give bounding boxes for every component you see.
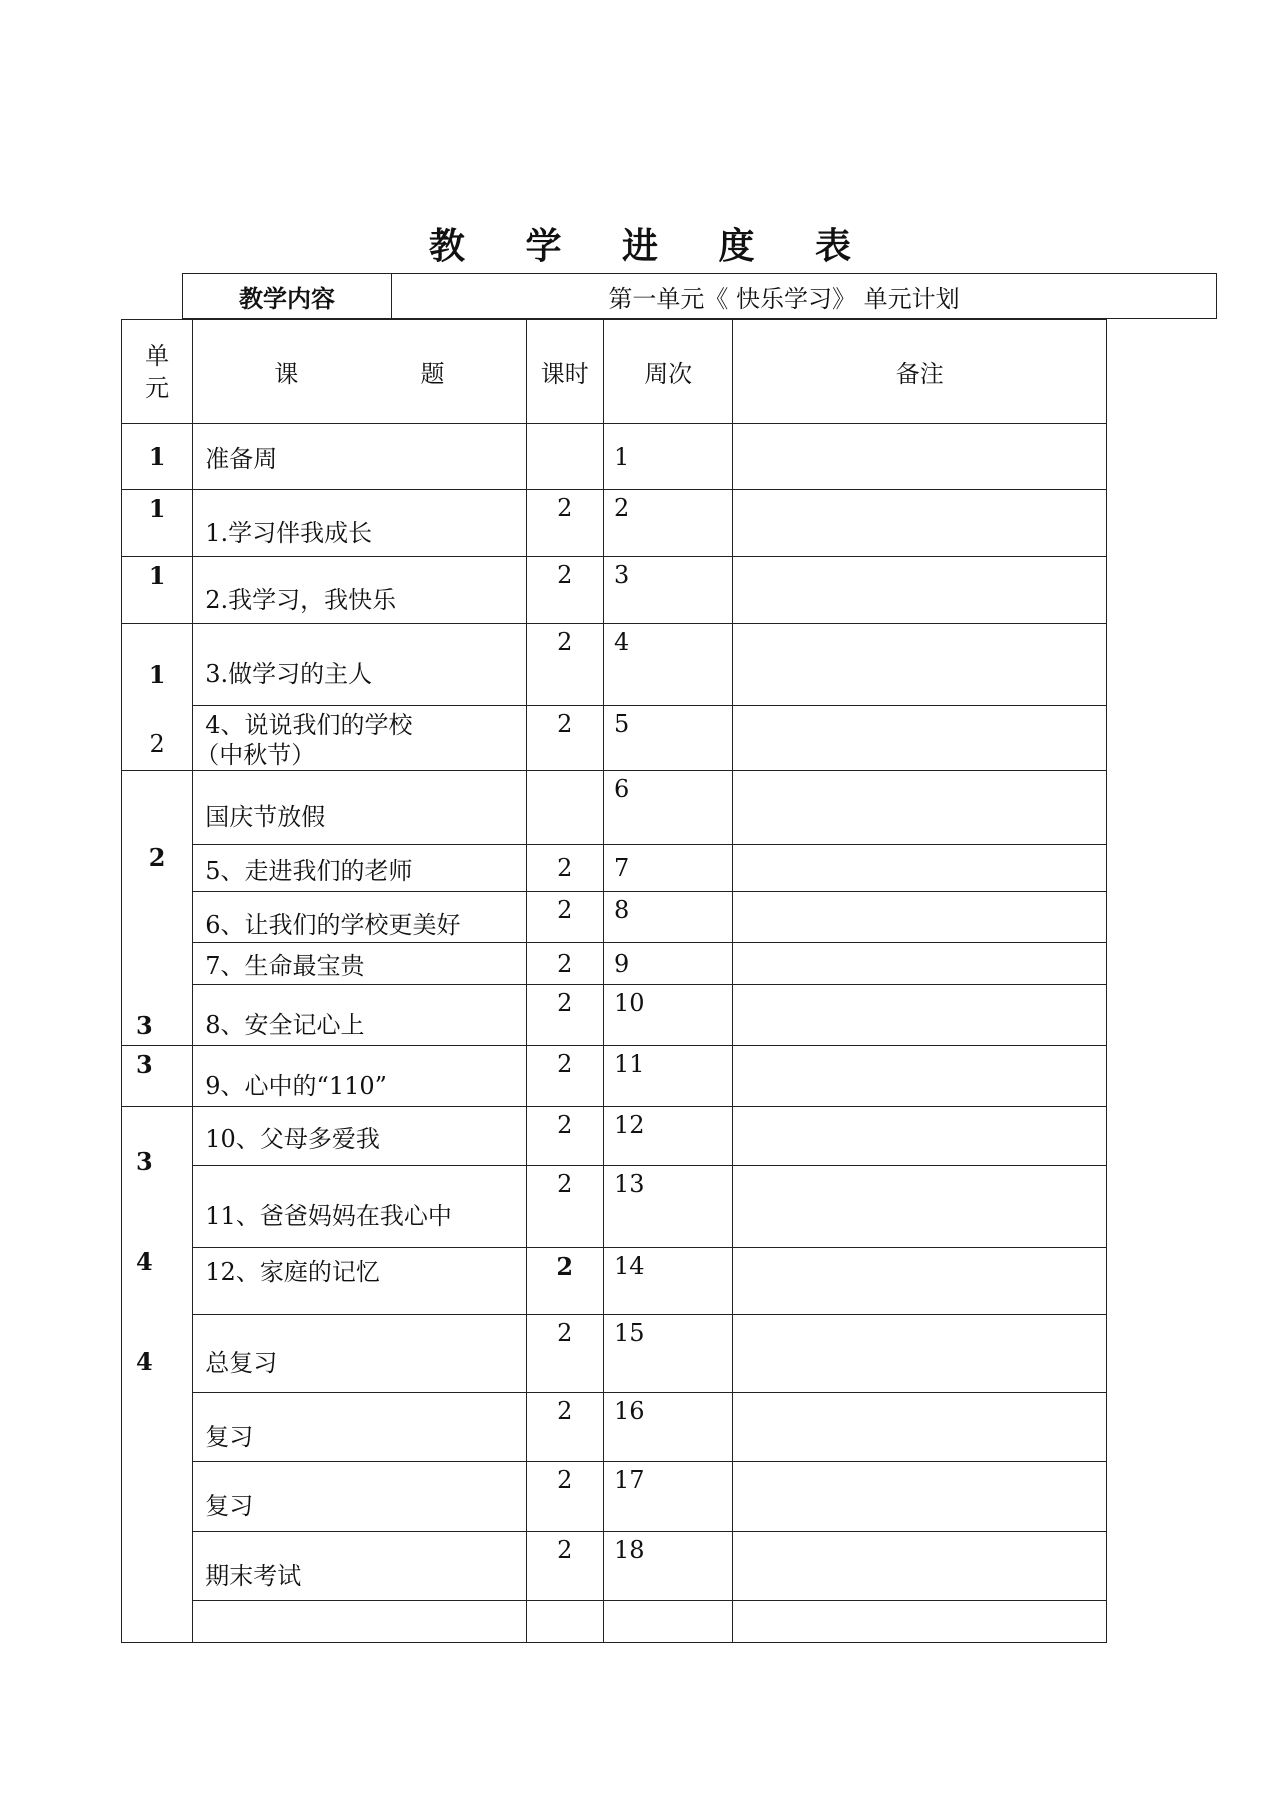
hours-cell <box>526 771 603 845</box>
table-row <box>122 1315 1107 1393</box>
topic-cell: 国庆节放假 <box>193 771 526 845</box>
table-row <box>122 771 1107 845</box>
week-cell: 6 <box>603 771 733 845</box>
week-cell: 18 <box>603 1532 733 1601</box>
topic-cell: 1.学习伴我成长 <box>193 490 526 557</box>
hours-cell <box>526 1601 603 1643</box>
notes-cell <box>733 1393 1107 1462</box>
table-row <box>122 490 1107 557</box>
col-topic-header: 课 题 <box>193 320 526 424</box>
unit-label: 2 <box>149 730 165 758</box>
unit-cell: 1 <box>122 490 193 557</box>
hours-cell: 2 <box>526 1393 603 1462</box>
notes-cell <box>733 985 1107 1046</box>
week-cell: 16 <box>603 1393 733 1462</box>
unit-label: 4 <box>136 1247 153 1276</box>
week-cell: 5 <box>603 706 733 771</box>
notes-cell <box>733 1166 1107 1248</box>
notes-cell <box>733 1046 1107 1107</box>
week-cell <box>603 1601 733 1643</box>
table-row <box>122 845 1107 892</box>
table-row <box>122 1046 1107 1107</box>
hours-cell: 2 <box>526 1046 603 1107</box>
notes-cell <box>733 1532 1107 1601</box>
week-cell: 4 <box>603 624 733 706</box>
header-value: 第一单元《 快乐学习》 单元计划 <box>392 274 1217 319</box>
hours-cell: 2 <box>526 1166 603 1248</box>
unit-group-cell <box>122 1107 193 1643</box>
hours-cell: 2 <box>526 1462 603 1532</box>
col-hours-header: 课时 <box>526 320 603 424</box>
header-table <box>182 273 1217 319</box>
hours-cell: 2 <box>526 892 603 943</box>
topic-cell: 2.我学习，我快乐 <box>193 557 526 624</box>
unit-group-cell <box>122 771 193 1046</box>
topic-cell: 期末考试 <box>193 1532 526 1601</box>
week-cell: 2 <box>603 490 733 557</box>
topic-cell: 9、心中的“110” <box>193 1046 526 1107</box>
hours-cell: 2 <box>526 1532 603 1601</box>
unit-label: 4 <box>136 1347 153 1376</box>
page-title: 教 学 进 度 表 <box>428 225 876 267</box>
header-label: 教学内容 <box>183 274 392 319</box>
table-row <box>122 424 1107 490</box>
unit-cell: 1 <box>122 557 193 624</box>
notes-cell <box>733 1462 1107 1532</box>
notes-cell <box>733 845 1107 892</box>
hours-cell: 2 <box>526 557 603 624</box>
col-unit-header: 单 元 <box>122 320 193 424</box>
table-row <box>122 1166 1107 1248</box>
week-cell: 13 <box>603 1166 733 1248</box>
week-cell: 10 <box>603 985 733 1046</box>
hours-cell: 2 <box>526 1315 603 1393</box>
topic-cell: 12、家庭的记忆 <box>193 1248 526 1315</box>
unit-label: 3 <box>136 1147 153 1176</box>
notes-cell <box>733 424 1107 490</box>
week-cell: 11 <box>603 1046 733 1107</box>
week-cell: 7 <box>603 845 733 892</box>
week-cell: 9 <box>603 943 733 985</box>
table-row <box>122 1393 1107 1462</box>
topic-cell: 准备周 <box>193 424 526 490</box>
table-row <box>122 557 1107 624</box>
table-row <box>122 1532 1107 1601</box>
table-row <box>122 892 1107 943</box>
topic-cell: 8、安全记心上 <box>193 985 526 1046</box>
week-cell: 17 <box>603 1462 733 1532</box>
topic-cell: 7、生命最宝贵 <box>193 943 526 985</box>
notes-cell <box>733 624 1107 706</box>
notes-cell <box>733 1315 1107 1393</box>
hours-cell <box>526 424 603 490</box>
table-header-row <box>122 320 1107 424</box>
schedule-table <box>121 319 1107 1643</box>
hours-cell: 2 <box>526 624 603 706</box>
notes-cell <box>733 706 1107 771</box>
topic-cell: 复习 <box>193 1462 526 1532</box>
table-row <box>122 1462 1107 1532</box>
hours-cell: 2 <box>526 845 603 892</box>
week-cell: 15 <box>603 1315 733 1393</box>
topic-cell: 11、爸爸妈妈在我心中 <box>193 1166 526 1248</box>
unit-cell: 1 <box>122 424 193 490</box>
notes-cell <box>733 1248 1107 1315</box>
notes-cell <box>733 892 1107 943</box>
table-row <box>122 624 1107 706</box>
unit-group-cell <box>122 624 193 771</box>
notes-cell <box>733 771 1107 845</box>
col-notes-header: 备注 <box>733 320 1107 424</box>
week-cell: 3 <box>603 557 733 624</box>
col-week-header: 周次 <box>603 320 733 424</box>
topic-cell: 10、父母多爱我 <box>193 1107 526 1166</box>
hours-cell: 2 <box>526 943 603 985</box>
hours-cell: 2 <box>526 706 603 771</box>
week-cell: 8 <box>603 892 733 943</box>
hours-cell: 2 <box>526 985 603 1046</box>
table-row <box>122 943 1107 985</box>
notes-cell <box>733 1107 1107 1166</box>
table-row <box>122 985 1107 1046</box>
topic-cell: 3.做学习的主人 <box>193 624 526 706</box>
unit-label: 1 <box>148 660 166 689</box>
notes-cell <box>733 490 1107 557</box>
unit-label: 3 <box>136 1011 153 1040</box>
unit-label: 2 <box>148 843 166 872</box>
week-cell: 1 <box>603 424 733 490</box>
table-row <box>122 1107 1107 1166</box>
hours-cell: 2 <box>526 1107 603 1166</box>
week-cell: 12 <box>603 1107 733 1166</box>
topic-cell: 总复习 <box>193 1315 526 1393</box>
table-row <box>122 1248 1107 1315</box>
hours-cell: 2 <box>526 1248 603 1315</box>
week-cell: 14 <box>603 1248 733 1315</box>
unit-cell: 3 <box>122 1046 193 1107</box>
topic-cell: 5、走进我们的老师 <box>193 845 526 892</box>
notes-cell <box>733 557 1107 624</box>
table-row <box>122 1601 1107 1643</box>
hours-cell: 2 <box>526 490 603 557</box>
topic-cell: 6、让我们的学校更美好 <box>193 892 526 943</box>
notes-cell <box>733 943 1107 985</box>
table-row <box>122 706 1107 771</box>
topic-cell: 复习 <box>193 1393 526 1462</box>
notes-cell <box>733 1601 1107 1643</box>
topic-cell <box>193 1601 526 1643</box>
topic-cell: 4、说说我们的学校 （中秋节） <box>193 706 526 771</box>
